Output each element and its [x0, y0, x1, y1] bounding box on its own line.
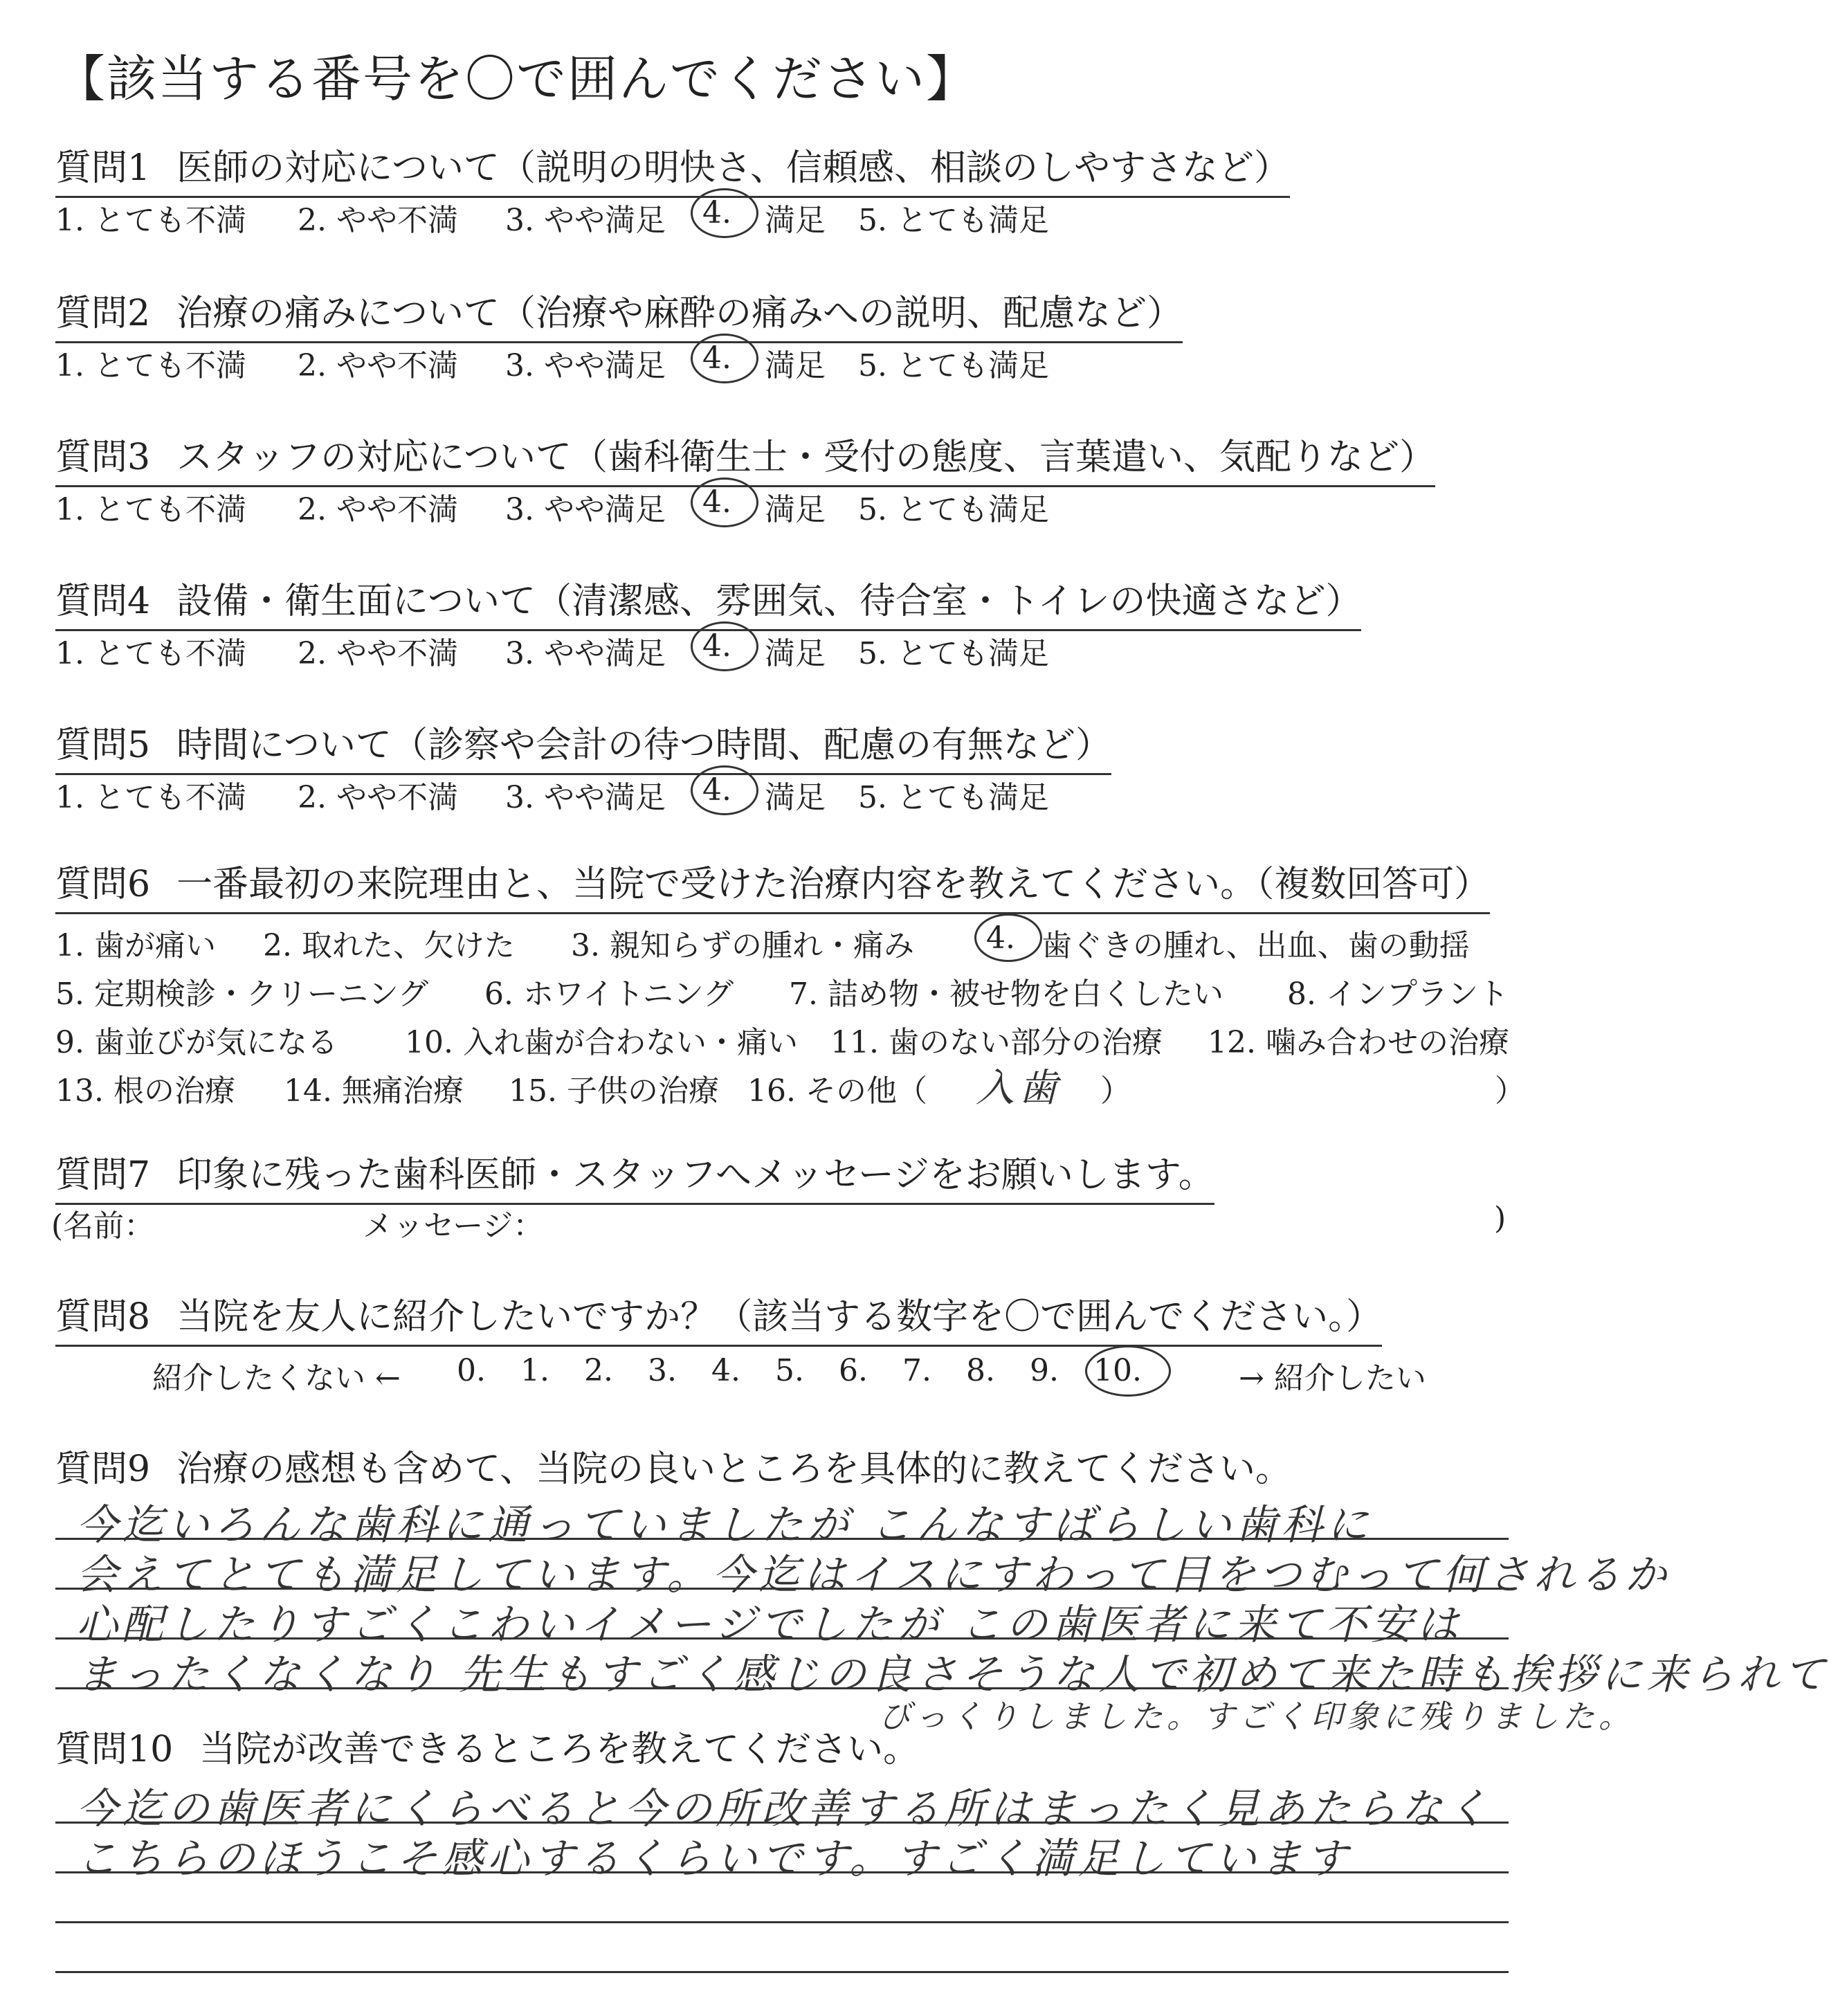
question-6-heading — [55, 855, 1490, 914]
rating-option[interactable]: 1. とても不満 — [55, 348, 246, 383]
recommend-score-option[interactable]: 7. — [902, 1353, 931, 1388]
handwritten-answer-line: こちらのほうこそ感心するくらいです。すごく満足しています — [76, 1835, 1352, 1883]
rating-option[interactable]: 1. とても不満 — [55, 780, 246, 815]
rating-option[interactable]: 3. やや満足 — [505, 492, 666, 527]
page-title: 【該当する番号を〇で囲んでください】 — [55, 50, 978, 108]
question-9 — [55, 1440, 1291, 1497]
question-9-text: 治療の感想も含めて、当院の良いところを具体的に教えてください。 — [176, 1449, 1292, 1490]
rating-option[interactable]: 5. とても満足 — [858, 348, 1049, 383]
q6-option[interactable]: 6. ホワイトニング — [484, 977, 734, 1012]
recommend-score-option[interactable]: 2. — [584, 1353, 613, 1388]
rating-option[interactable]: 1. とても不満 — [55, 203, 246, 238]
question-7-heading — [55, 1145, 1214, 1205]
rating-option[interactable]: 5. とても満足 — [858, 780, 1049, 815]
recommend-score-option[interactable]: 0. — [457, 1353, 486, 1388]
rating-option[interactable]: 5. とても満足 — [858, 203, 1049, 238]
question-10-number: 質問10 — [55, 1729, 174, 1770]
rating-option[interactable]: 4. — [702, 195, 731, 230]
rating-option[interactable]: 2. やや不満 — [298, 492, 458, 527]
question-7 — [51, 1145, 1507, 1244]
rating-option[interactable]: 満足 — [765, 780, 826, 815]
rating-option[interactable]: 2. やや不満 — [298, 636, 458, 671]
scale-left-label: 紹介したくない ← — [152, 1361, 401, 1396]
name-label: (名前： — [51, 1208, 155, 1244]
question-7-text: 印象に残った歯科医師・スタッフへメッセージをお願いします。 — [176, 1154, 1214, 1196]
rating-option[interactable]: 1. とても不満 — [55, 636, 246, 671]
question-1-text: 医師の対応について（説明の明快さ、信頼感、相談のしやすさなど） — [176, 147, 1290, 189]
q6-option[interactable]: 12. 噛み合わせの治療 — [1208, 1025, 1509, 1060]
rating-option[interactable]: 3. やや満足 — [505, 348, 666, 383]
question-5-text: 時間について（診察や会計の待つ時間、配慮の有無など） — [176, 725, 1112, 766]
answer-rule-line — [55, 1921, 1509, 1923]
handwritten-answer-line: 心配したりすごくこわいイメージでしたが この歯医者に来て不安は — [76, 1601, 1463, 1649]
handwritten-answer-line: 会えてとても満足しています。今迄はイスにすわって目をつむって何されるか — [76, 1551, 1671, 1599]
question-1-number: 質問1 — [55, 147, 151, 189]
question-4-number: 質問4 — [55, 581, 151, 622]
rating-option[interactable]: 4. — [702, 484, 731, 520]
q6-option-text: 歯ぐきの腫れ、出血、歯の動揺 — [1041, 928, 1470, 963]
recommend-score-option[interactable]: 5. — [775, 1353, 804, 1388]
question-8-text: 当院を友人に紹介したいですか？（該当する数字を〇で囲んでください。） — [176, 1296, 1383, 1338]
question-3-text: スタッフの対応について（歯科衛生士・受付の態度、言葉遣い、気配りなど） — [176, 437, 1436, 478]
q6-option[interactable]: 14. 無痛治療 — [284, 1073, 464, 1109]
question-5-heading — [55, 716, 1111, 775]
question-10 — [55, 1720, 919, 1777]
q6-option[interactable]: 8. インプラント — [1287, 977, 1509, 1012]
rating-option[interactable]: 5. とても満足 — [858, 492, 1049, 527]
rating-option[interactable]: 4. — [702, 340, 731, 376]
question-8-number: 質問8 — [55, 1296, 151, 1338]
selection-circle — [974, 914, 1042, 962]
q6-option[interactable]: 1. 歯が痛い — [55, 928, 216, 963]
question-10-text: 当院が改善できるところを教えてください。 — [199, 1729, 920, 1770]
recommend-score-option[interactable]: 4. — [711, 1353, 740, 1388]
question-5-number: 質問5 — [55, 725, 151, 766]
rating-option[interactable]: 満足 — [765, 636, 826, 671]
question-3-number: 質問3 — [55, 437, 151, 478]
q6-option[interactable]: 9. 歯並びが気になる — [55, 1025, 338, 1060]
recommend-score-option[interactable]: 8. — [966, 1353, 995, 1388]
handwritten-other-answer: 入歯 — [976, 1066, 1062, 1111]
scale-right-label: → 紹介したい — [1239, 1361, 1426, 1396]
rating-option[interactable]: 満足 — [765, 348, 826, 383]
selection-circle — [691, 334, 758, 383]
q6-option[interactable]: 15. 子供の治療 — [509, 1073, 719, 1109]
question-6-number: 質問6 — [55, 864, 151, 905]
rating-option[interactable]: 満足 — [765, 492, 826, 527]
recommend-score-option[interactable]: 3. — [648, 1353, 677, 1388]
q6-option[interactable]: 7. 詰め物・被せ物を白くしたい — [789, 977, 1223, 1012]
recommend-score-option[interactable]: 1. — [520, 1353, 549, 1388]
question-9-number: 質問9 — [55, 1449, 151, 1490]
rating-option[interactable]: 2. やや不満 — [298, 348, 458, 383]
question-3 — [55, 428, 1436, 527]
question-4 — [55, 572, 1362, 671]
question-8 — [55, 1287, 1426, 1396]
rating-option[interactable]: 3. やや満足 — [505, 203, 666, 238]
rating-option[interactable]: 満足 — [765, 203, 826, 238]
question-6-text: 一番最初の来院理由と、当院で受けた治療内容を教えてください。（複数回答可） — [176, 864, 1491, 905]
selection-circle — [691, 188, 758, 238]
handwritten-answer-line: 今迄いろんな歯科に通っていましたが こんなすばらしい歯科に — [76, 1501, 1373, 1550]
selection-circle — [1085, 1345, 1171, 1397]
rating-option[interactable]: 3. やや満足 — [505, 780, 666, 815]
q6-option[interactable]: 2. 取れた、欠けた — [263, 928, 515, 963]
recommend-score-option[interactable]: 6. — [839, 1353, 868, 1388]
handwritten-answer-line: まったくなくなり 先生もすごく感じの良さそうな人で初めて来た時も挨拶に来られて — [76, 1651, 1829, 1699]
rating-option[interactable]: 3. やや満足 — [505, 636, 666, 671]
question-2-heading — [55, 284, 1183, 343]
message-label: メッセージ： — [363, 1208, 544, 1244]
rating-option[interactable]: 4. — [702, 628, 731, 664]
question-2-text: 治療の痛みについて（治療や麻酔の痛みへの説明、配慮など） — [176, 293, 1183, 334]
answer-rule-line — [55, 1971, 1509, 1973]
q6-option[interactable]: 10. 入れ歯が合わない・痛い — [405, 1025, 798, 1060]
question-7-number: 質問7 — [55, 1154, 151, 1196]
question-1 — [55, 138, 1290, 238]
question-2 — [55, 284, 1183, 383]
selection-circle — [691, 478, 758, 527]
rating-option[interactable]: 2. やや不満 — [298, 780, 458, 815]
q6-paren: ） — [1495, 1073, 1525, 1109]
message-close-paren: ) — [1494, 1201, 1507, 1236]
rating-option[interactable]: 5. とても満足 — [858, 636, 1049, 671]
selection-circle — [691, 765, 758, 815]
q6-option[interactable]: 5. 定期検診・クリーニング — [55, 977, 429, 1012]
q6-option[interactable]: 13. 根の治療 — [55, 1073, 235, 1109]
q6-paren: ） — [1100, 1073, 1131, 1109]
question-5 — [55, 716, 1112, 815]
question-3-heading — [55, 428, 1435, 487]
handwritten-answer-line: びっくりしました。すごく印象に残りました。 — [879, 1698, 1635, 1735]
rating-option[interactable]: 4. — [702, 772, 731, 808]
question-8-heading — [55, 1287, 1382, 1347]
rating-option[interactable]: 2. やや不満 — [298, 203, 458, 238]
question-10-heading — [55, 1720, 919, 1777]
handwritten-answer-line: 今迄の歯医者にくらべると今の所改善する所はまったく見あたらなく — [76, 1785, 1492, 1833]
q6-option[interactable]: 11. 歯のない部分の治療 — [830, 1025, 1163, 1060]
question-4-text: 設備・衛生面について（清潔感、雰囲気、待合室・トイレの快適さなど） — [176, 581, 1362, 622]
q6-option[interactable]: 16. その他（ — [747, 1073, 927, 1109]
q6-option[interactable]: 3. 親知らずの腫れ・痛み — [571, 928, 914, 963]
question-2-number: 質問2 — [55, 293, 151, 334]
recommend-score-option[interactable]: 10. — [1093, 1353, 1142, 1388]
question-1-heading — [55, 138, 1290, 198]
selection-circle — [691, 621, 758, 671]
question-4-heading — [55, 572, 1361, 631]
question-6 — [55, 855, 1525, 1111]
question-9-heading — [55, 1440, 1291, 1497]
recommend-score-option[interactable]: 9. — [1030, 1353, 1059, 1388]
q6-option-selected[interactable]: 4. — [986, 920, 1015, 956]
rating-option[interactable]: 1. とても不満 — [55, 492, 246, 527]
